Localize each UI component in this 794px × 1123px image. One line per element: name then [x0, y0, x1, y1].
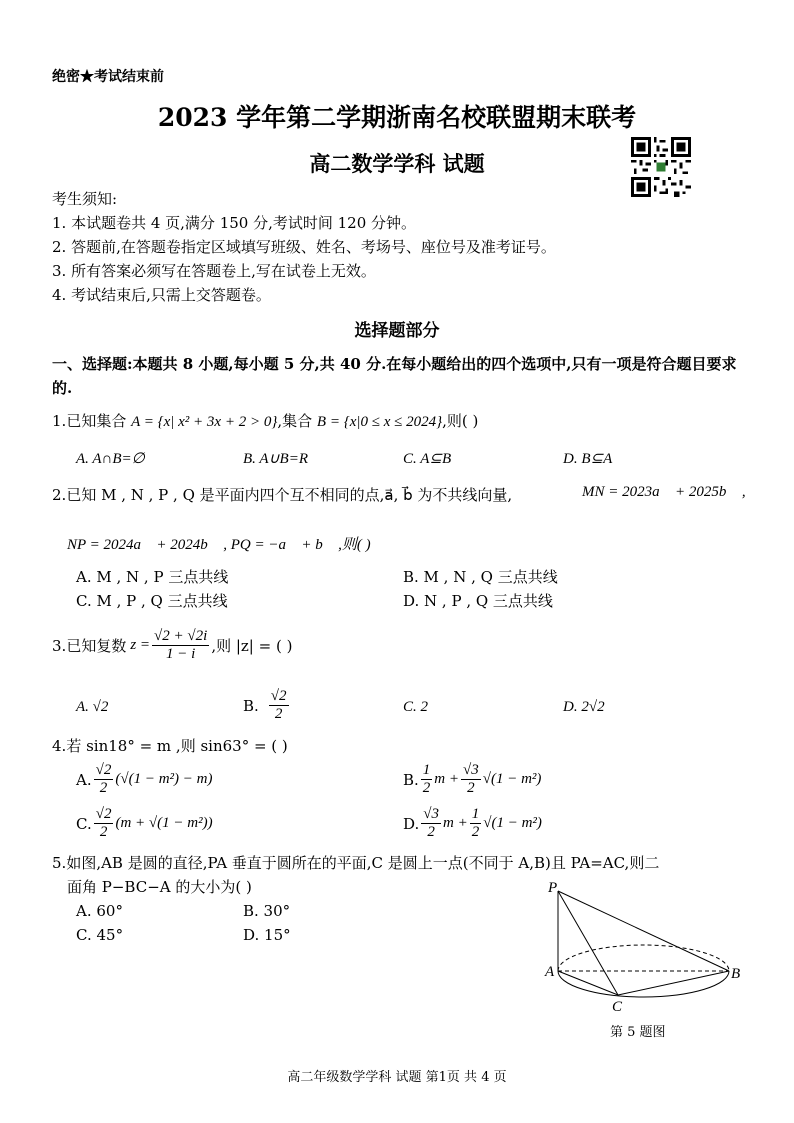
option-d	[403, 806, 542, 842]
fraction-denominator: 2	[422, 780, 431, 797]
option-a: A. M , N , P 三点共线	[76, 568, 229, 586]
exam-subtitle: 高二数学学科 试题	[309, 151, 485, 176]
question-text: ,则 |z| = ( )	[211, 637, 293, 656]
fraction-denominator: 2	[274, 706, 283, 723]
option-a: A. A∩B=∅	[76, 451, 145, 467]
fraction-numerator: 1	[470, 806, 482, 824]
question-4	[52, 735, 288, 756]
question-text: 面角 P−BC−A 的大小为( )	[67, 878, 252, 896]
fraction-numerator: √3	[461, 762, 481, 780]
question-5	[52, 852, 659, 873]
question-text: 已知集合	[66, 412, 127, 430]
option-d: D. 2√2	[563, 699, 605, 715]
question-3	[52, 628, 292, 664]
option-b: B. A∪B=R	[243, 451, 308, 467]
fraction-denominator: 2	[471, 824, 480, 841]
fraction-denominator: 2	[99, 824, 108, 841]
option-expression: √(1 − m²)	[483, 815, 542, 832]
circle-back-arc	[558, 945, 729, 971]
question-number: 5.	[52, 854, 67, 872]
notice-item: 3. 所有答案必须写在答题卷上,写在试卷上无效。	[52, 262, 376, 280]
fraction-numerator: 1	[421, 762, 433, 780]
question-number: 2.	[52, 486, 67, 504]
option-letter: A.	[76, 770, 92, 789]
page-footer: 高二年级数学学科 试题 第1页 共 4 页	[287, 1070, 507, 1085]
option-fraction	[94, 762, 114, 798]
question-text: 若 sin18° = m ,则 sin63° = ( )	[66, 737, 288, 755]
fraction-denominator: 2	[99, 780, 108, 797]
option-c: C. 2	[403, 699, 429, 715]
notice-item: 2. 答题前,在答题卷指定区域填写班级、姓名、考场号、座位号及准考证号。	[52, 238, 556, 256]
complex-fraction	[152, 628, 209, 664]
notice-item: 1. 本试题卷共 4 页,满分 150 分,考试时间 120 分钟。	[52, 214, 417, 232]
option-letter: B.	[403, 770, 419, 789]
question-text: 已知复数	[66, 637, 127, 656]
option-a: A. 60°	[76, 902, 123, 920]
option-d: D. 15°	[243, 926, 291, 944]
fraction-numerator: √2	[269, 688, 289, 706]
option-b	[403, 762, 541, 798]
option-c: C. 45°	[76, 926, 124, 944]
qr-code-icon	[631, 137, 691, 197]
option-expression: m +	[434, 771, 460, 788]
option-a	[76, 762, 212, 798]
notice-item: 4. 考试结束后,只需上交答题卷。	[52, 286, 271, 304]
option-b	[243, 688, 291, 724]
option-c	[76, 806, 213, 842]
option-fraction	[470, 806, 482, 842]
segment-pc	[558, 891, 618, 995]
notice-heading: 考生须知:	[52, 190, 118, 208]
question-text: ,集合	[277, 412, 313, 430]
fraction-denominator: 2	[467, 780, 475, 797]
segment-pb	[558, 891, 729, 971]
circle-front-arc	[558, 971, 729, 997]
segment-bc	[618, 971, 729, 995]
fraction-numerator: √2 + √2i	[152, 628, 209, 646]
question-text: 如图,AB 是圆的直径,PA 垂直于圆所在的平面,C 是圆上一点(不同于 A,B)且 PA=AC,则二	[66, 854, 660, 872]
confidential-label: 绝密★考试结束前	[52, 69, 164, 85]
question-number: 3.	[52, 636, 67, 655]
question-2	[52, 484, 512, 505]
option-fraction	[461, 762, 481, 798]
option-letter: B.	[243, 696, 259, 715]
label-a: A	[545, 964, 555, 980]
option-c: C. A⊆B	[403, 451, 452, 467]
option-fraction	[421, 762, 433, 798]
question-1	[52, 410, 478, 431]
question-text: 已知 M , N , P , Q 是平面内四个互不相同的点,a⃗, b⃗ 为不共线向量,	[66, 486, 513, 504]
z-label: z =	[130, 637, 151, 654]
exam-title: 2023 学年第二学期浙南名校联盟期末联考	[157, 103, 637, 132]
option-fraction	[269, 688, 289, 724]
option-fraction	[94, 806, 114, 842]
vector-np-pq-formula: NP = 2024a⃗ + 2024b⃗ , PQ = −a⃗ + b⃗ ,则( )	[67, 537, 371, 553]
option-fraction	[421, 806, 441, 842]
question-number: 4.	[52, 737, 67, 755]
label-c: C	[612, 999, 623, 1015]
fraction-numerator: √2	[94, 806, 114, 824]
fraction-numerator: √3	[421, 806, 441, 824]
option-b: B. M , N , Q 三点共线	[403, 568, 558, 586]
label-b: B	[731, 966, 741, 982]
set-a-formula: A = {x| x² + 3x + 2 > 0}	[131, 414, 278, 430]
set-b-formula: B = {x|0 ≤ x ≤ 2024}	[316, 414, 443, 430]
option-expression: √(1 − m²)	[482, 771, 542, 788]
fraction-numerator: √2	[94, 762, 114, 780]
option-expression: (m + √(1 − m²))	[115, 815, 213, 832]
option-expression: (√(1 − m²) − m)	[115, 771, 213, 788]
section-title: 选择题部分	[354, 321, 440, 341]
label-p: P	[548, 880, 558, 896]
figure-caption: 第 5 题图	[610, 1025, 666, 1040]
option-b: B. 30°	[243, 902, 291, 920]
option-expression: m +	[443, 815, 468, 832]
option-letter: C.	[76, 814, 92, 833]
vector-mn-formula: MN = 2023a⃗ + 2025b⃗ ,	[582, 484, 746, 500]
geometry-figure	[540, 880, 750, 1020]
option-letter: D.	[403, 814, 420, 833]
section-instruction: 一、选择题:本题共 8 小题,每小题 5 分,共 40 分.在每小题给出的四个选项中,只有一项是符合题目要求的.	[52, 355, 737, 397]
question-number: 1.	[52, 412, 67, 430]
fraction-denominator: 1 − i	[166, 646, 196, 663]
option-d: D. N , P , Q 三点共线	[403, 592, 553, 610]
option-c: C. M , P , Q 三点共线	[76, 592, 228, 610]
question-text: ,则( )	[442, 412, 479, 430]
option-a: A. √2	[76, 699, 109, 715]
fraction-denominator: 2	[427, 824, 435, 841]
option-d: D. B⊆A	[563, 451, 613, 467]
